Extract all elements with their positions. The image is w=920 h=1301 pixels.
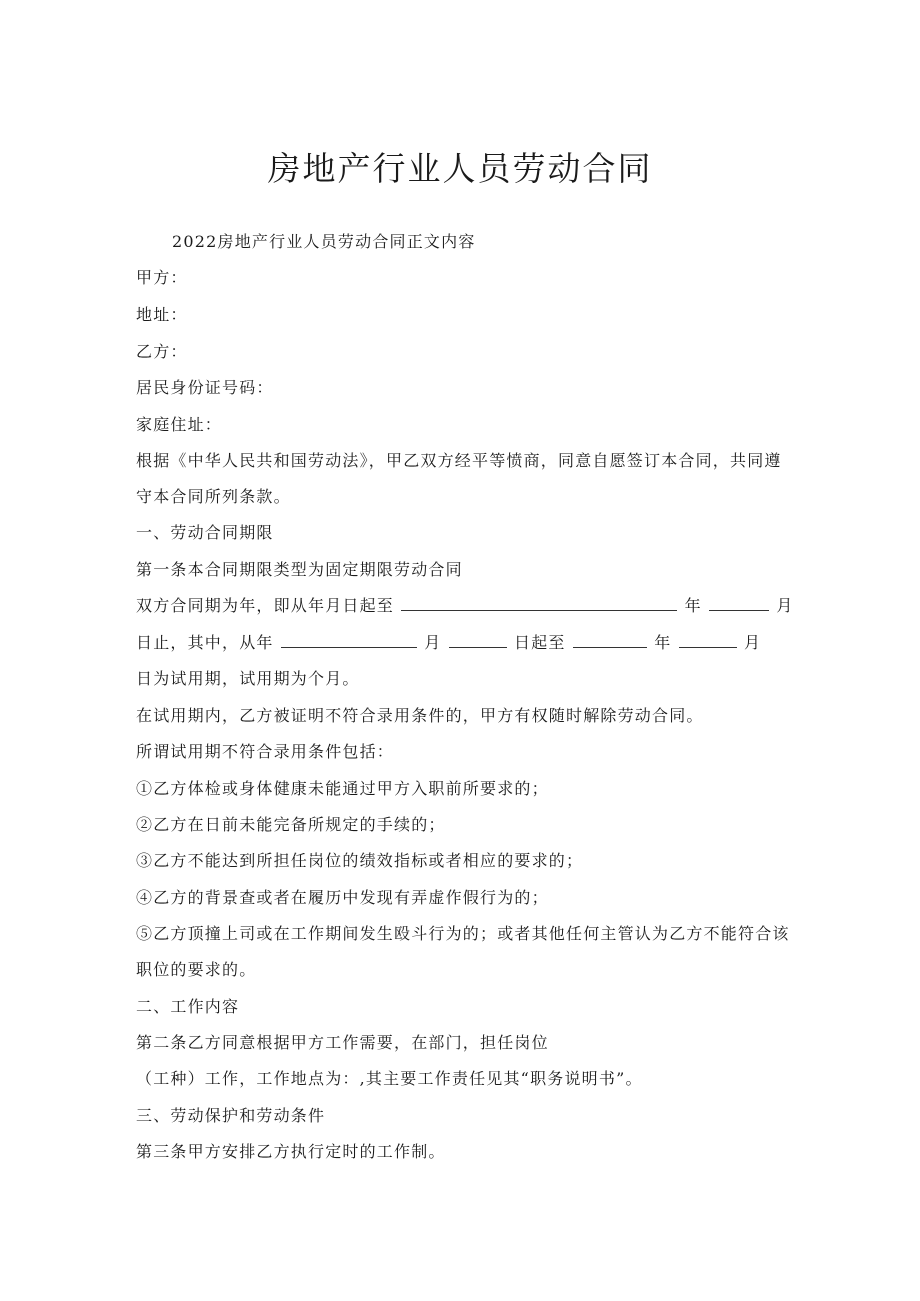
- section-3-heading: 三、劳动保护和劳动条件: [136, 1106, 326, 1125]
- home-address-label: 家庭住址：: [136, 415, 223, 434]
- address-label: 地址：: [136, 305, 188, 324]
- probation-line: 日为试用期，试用期为个月。: [136, 669, 360, 688]
- conditions-intro: 所谓试用期不符合录用条件包括：: [136, 742, 395, 761]
- preamble-line-1: 根据《中华人民共和国劳动法》，甲乙双方经平等愤商，同意自愿签订本合同，共同遵: [136, 451, 782, 470]
- article-1: 第一条本合同期限类型为固定期限劳动合同: [136, 560, 463, 579]
- condition-item: ④乙方的背景查或者在履历中发现有弄虚作假行为的；: [136, 888, 549, 907]
- probation-rule: 在试用期内，乙方被证明不符合录用条件的，甲方有权随时解除劳动合同。: [136, 706, 704, 725]
- term-line-2-text-a: 日止，其中，从年: [136, 633, 274, 652]
- term-line-1: [136, 594, 794, 618]
- probation-end-month-blank[interactable]: [679, 631, 737, 648]
- term-line-2-text-b: 月: [424, 633, 442, 652]
- section-1-heading: 一、劳动合同期限: [136, 523, 274, 542]
- article-2-continuation: （工种）工作，工作地点为：,其主要工作责任见其“职务说明书”。: [136, 1069, 643, 1088]
- party-a-label: 甲方：: [136, 268, 188, 287]
- section-2-heading: 二、工作内容: [136, 997, 240, 1016]
- term-line-1-text-a: 双方合同期为年，即从年月日起至: [136, 596, 395, 615]
- probation-start-year-blank[interactable]: [281, 631, 417, 648]
- condition-5-continuation: 职位的要求的。: [136, 960, 257, 979]
- probation-start-day-blank[interactable]: [449, 631, 507, 648]
- document-subtitle: 2022房地产行业人员劳动合同正文内容: [172, 232, 476, 251]
- preamble-line-2: 守本合同所列条款。: [136, 487, 291, 506]
- condition-item: ②乙方在日前未能完备所规定的手续的；: [136, 815, 446, 834]
- condition-item: ③乙方不能达到所担任岗位的绩效指标或者相应的要求的；: [136, 851, 584, 870]
- term-line-2-text-e: 月: [744, 633, 762, 652]
- party-b-label: 乙方：: [136, 342, 188, 361]
- probation-end-year-blank[interactable]: [573, 631, 647, 648]
- condition-item: ⑤乙方顶撞上司或在工作期间发生殴斗行为的；或者其他任何主管认为乙方不能符合该: [136, 924, 790, 943]
- document-title: 房地产行业人员劳动合同: [267, 149, 653, 188]
- term-end-blank[interactable]: [401, 594, 677, 611]
- id-number-label: 居民身份证号码：: [136, 378, 274, 397]
- term-line-1-text-b: 年: [684, 596, 702, 615]
- article-3: 第三条甲方安排乙方执行定时的工作制。: [136, 1142, 446, 1161]
- term-line-2-text-c: 日起至: [514, 633, 566, 652]
- term-line-2: [136, 631, 761, 655]
- term-month-blank[interactable]: [709, 594, 769, 611]
- term-line-2-text-d: 年: [654, 633, 672, 652]
- article-2: 第二条乙方同意根据甲方工作需要，在部门，担任岗位: [136, 1033, 549, 1052]
- term-line-1-text-c: 月: [776, 596, 794, 615]
- condition-item: ①乙方体检或身体健康未能通过甲方入职前所要求的；: [136, 779, 549, 798]
